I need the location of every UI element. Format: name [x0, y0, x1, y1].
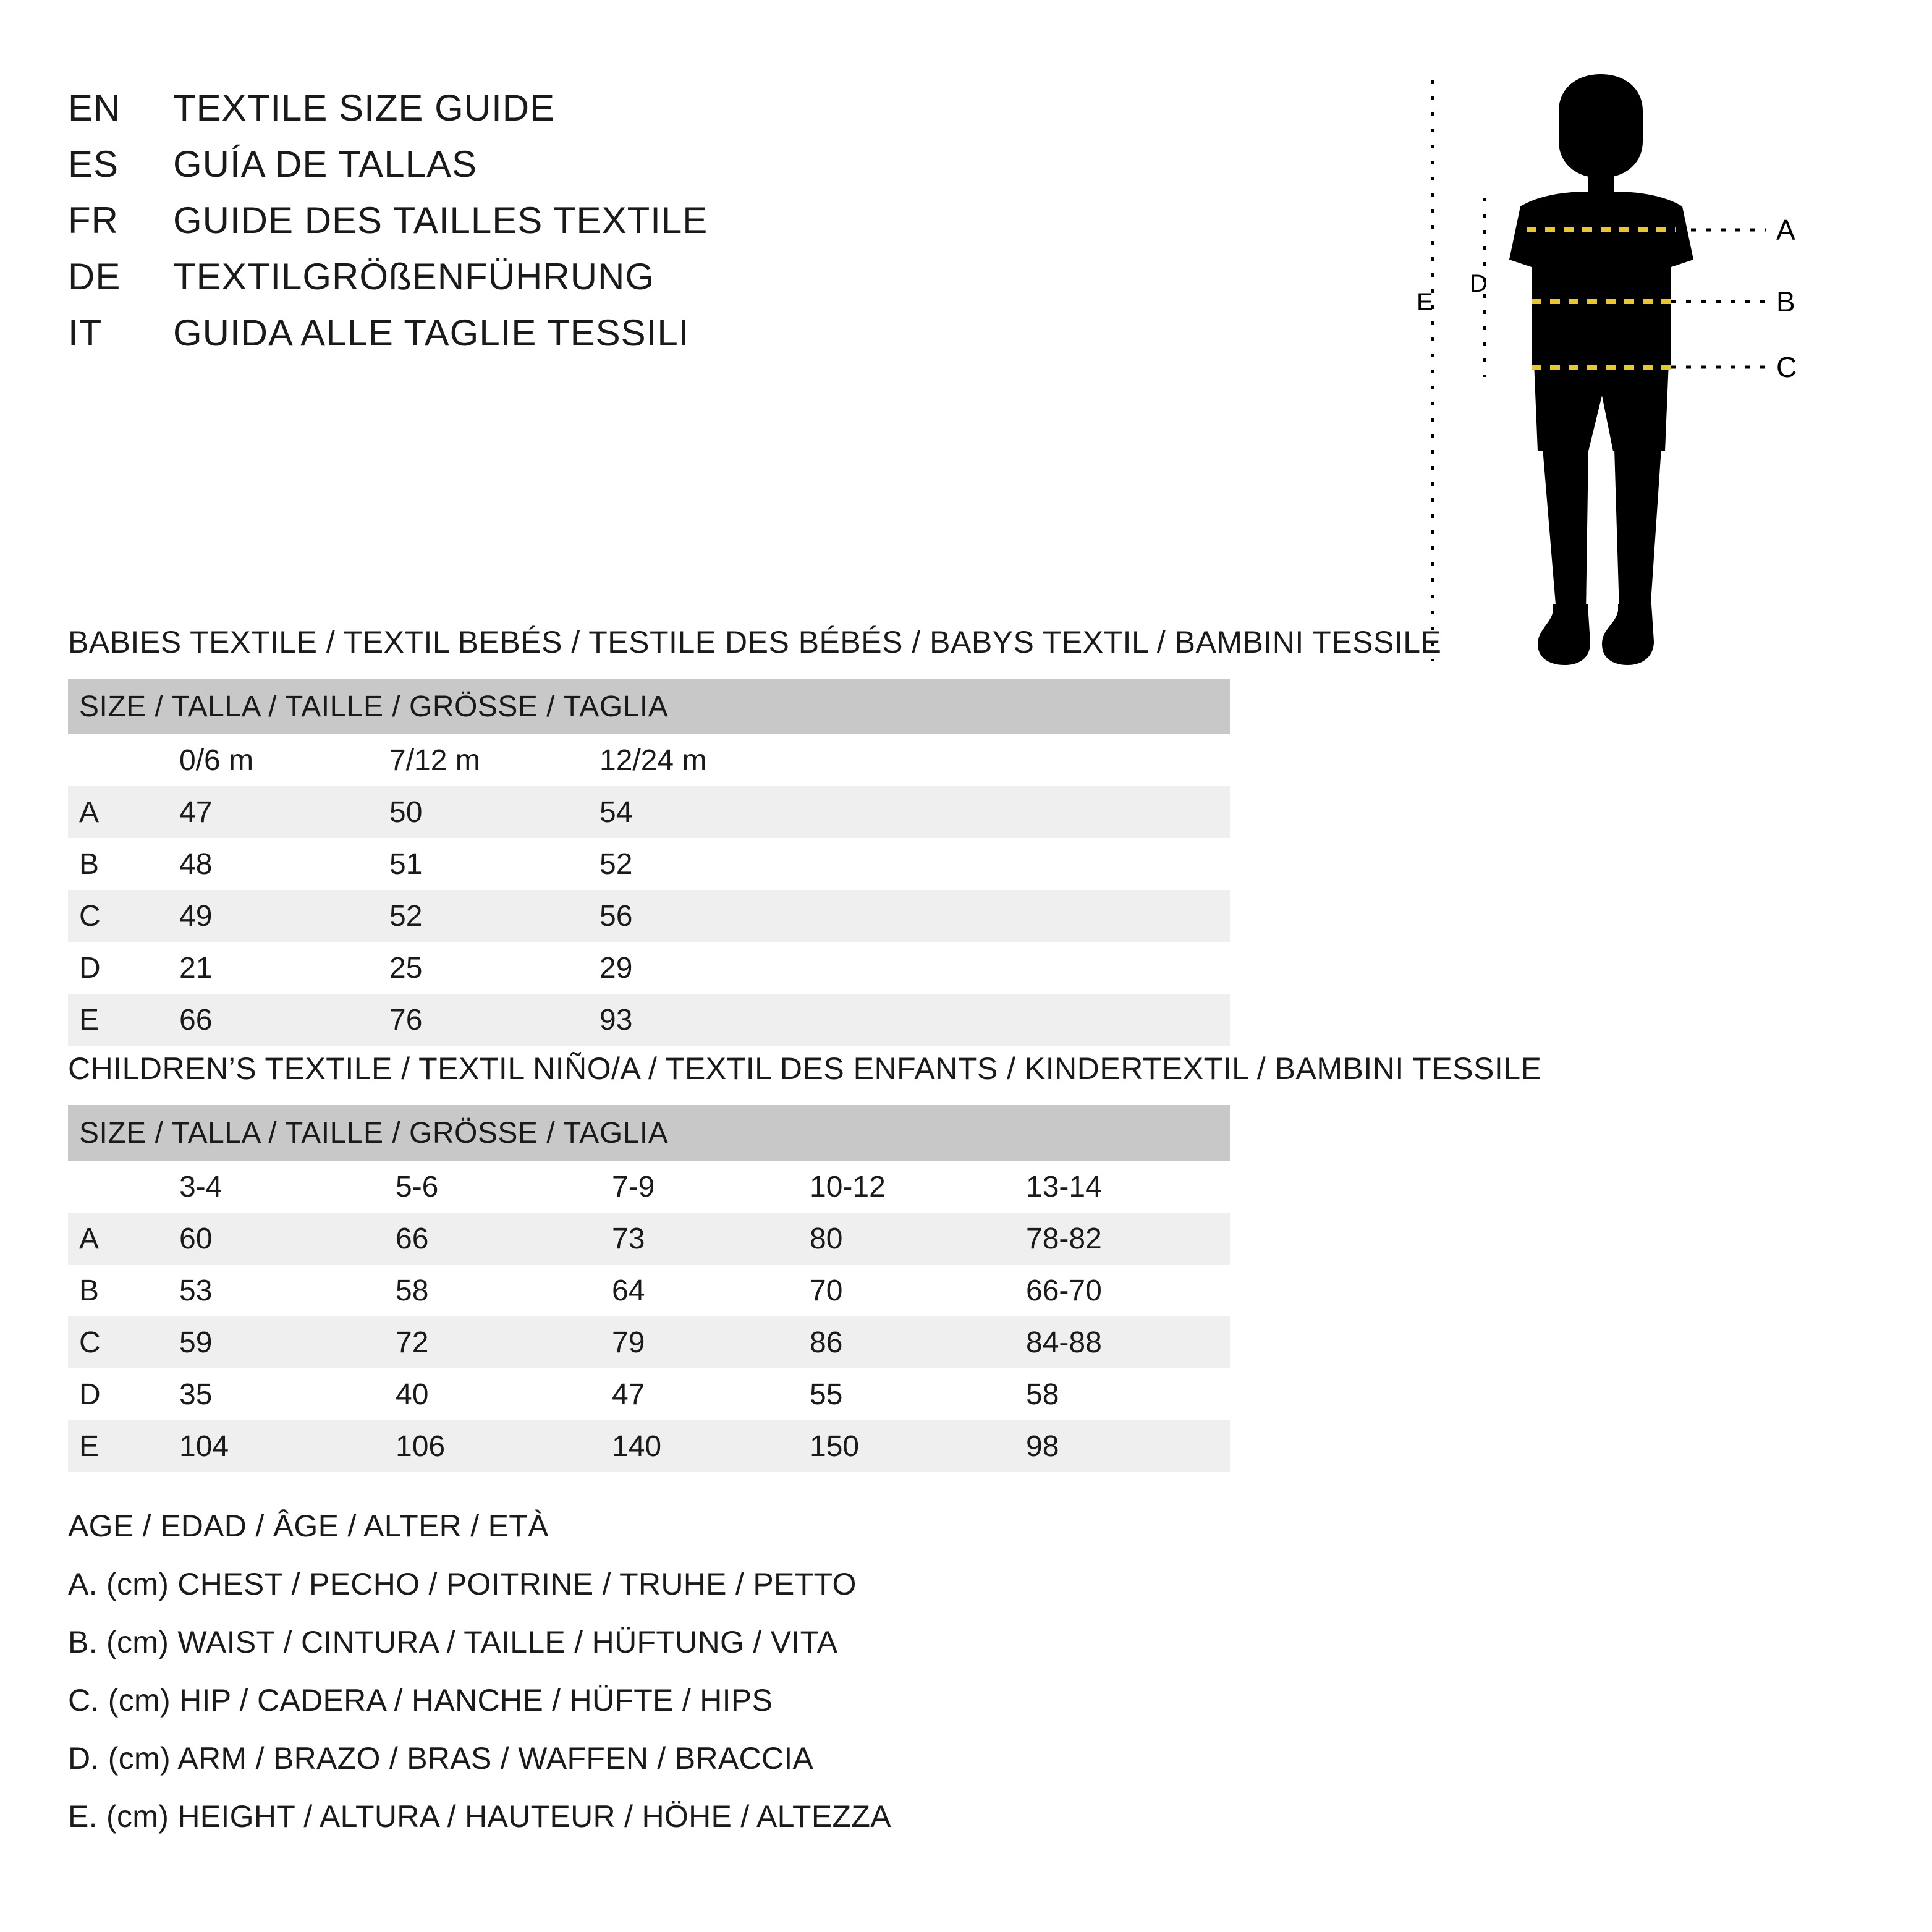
babies-cell-b-2: 52: [600, 838, 1230, 890]
babies-cell-c-0: 49: [179, 890, 389, 942]
marker-label-e: E: [1417, 289, 1433, 316]
children-cell-b-1: 58: [396, 1265, 612, 1316]
babies-col-2: 12/24 m: [600, 734, 1230, 786]
children-cell-e-4: 98: [1026, 1420, 1230, 1472]
legend-block: [68, 1508, 891, 1857]
children-cell-d-2: 47: [612, 1368, 810, 1420]
table-row: [68, 1265, 1230, 1316]
babies-cell-b-0: 48: [179, 838, 389, 890]
marker-label-a: A: [1776, 214, 1795, 246]
legend-item-arm: D. (cm) ARM / BRAZO / BRAS / WAFFEN / BRACCIA: [68, 1741, 814, 1776]
children-header-label: SIZE / TALLA / TAILLE / GRÖSSE / TAGLIA: [68, 1105, 1230, 1161]
babies-cell-c-2: 56: [600, 890, 1230, 942]
language-code-en: EN: [68, 87, 121, 129]
babies-section-title: BABIES TEXTILE / TEXTIL BEBÉS / TESTILE DES BÉBÉS / BABYS TEXTIL / BAMBINI TESSILE: [68, 625, 1442, 659]
language-title-block: [68, 87, 708, 368]
babies-cell-e-0: 66: [179, 994, 389, 1046]
children-cell-c-0: 59: [179, 1316, 396, 1368]
children-col-1: 5-6: [396, 1161, 612, 1213]
table-row: [68, 890, 1230, 942]
children-row-label-a: A: [68, 1213, 179, 1265]
table-column-row: [68, 734, 1230, 786]
table-header-row: [68, 679, 1230, 734]
babies-cell-d-0: 21: [179, 942, 389, 994]
language-title-en: TEXTILE SIZE GUIDE: [173, 87, 556, 129]
table-row: [68, 1316, 1230, 1368]
children-cell-b-0: 53: [179, 1265, 396, 1316]
children-cell-c-4: 84-88: [1026, 1316, 1230, 1368]
children-row-label-d: D: [68, 1368, 179, 1420]
babies-cell-a-2: 54: [600, 786, 1230, 838]
children-cell-d-3: 55: [810, 1368, 1026, 1420]
babies-cell-d-1: 25: [389, 942, 600, 994]
babies-cell-c-1: 52: [389, 890, 600, 942]
legend-title: AGE / EDAD / ÂGE / ALTER / ETÀ: [68, 1509, 549, 1543]
table-column-row: [68, 1161, 1230, 1213]
children-cell-c-1: 72: [396, 1316, 612, 1368]
children-col-3: 10-12: [810, 1161, 1026, 1213]
children-row-label-c: C: [68, 1316, 179, 1368]
babies-cell-d-2: 29: [600, 942, 1230, 994]
language-row: [68, 199, 708, 242]
table-row: [68, 1368, 1230, 1420]
children-cell-b-4: 66-70: [1026, 1265, 1230, 1316]
measurement-figure: [1403, 74, 1848, 760]
babies-row-label-d: D: [68, 942, 179, 994]
table-row: [68, 838, 1230, 890]
babies-row-label-e: E: [68, 994, 179, 1046]
children-cell-a-3: 80: [810, 1213, 1026, 1265]
children-cell-e-2: 140: [612, 1420, 810, 1472]
babies-cell-a-0: 47: [179, 786, 389, 838]
table-row: [68, 1420, 1230, 1472]
children-row-label-e: E: [68, 1420, 179, 1472]
babies-row-label-b: B: [68, 838, 179, 890]
language-row: [68, 311, 708, 354]
babies-section: [68, 624, 1442, 1046]
children-cell-a-2: 73: [612, 1213, 810, 1265]
children-row-label-b: B: [68, 1265, 179, 1316]
babies-size-table: [68, 679, 1230, 1046]
children-cell-a-0: 60: [179, 1213, 396, 1265]
babies-header-label: SIZE / TALLA / TAILLE / GRÖSSE / TAGLIA: [68, 679, 1230, 734]
children-cell-a-1: 66: [396, 1213, 612, 1265]
babies-cell-e-2: 93: [600, 994, 1230, 1046]
children-size-table: [68, 1105, 1230, 1472]
marker-label-d: D: [1470, 270, 1488, 297]
children-col-4: 13-14: [1026, 1161, 1230, 1213]
children-cell-d-0: 35: [179, 1368, 396, 1420]
children-cell-c-2: 79: [612, 1316, 810, 1368]
marker-label-b: B: [1776, 286, 1795, 318]
babies-col-0: 0/6 m: [179, 734, 389, 786]
children-cell-b-3: 70: [810, 1265, 1026, 1316]
marker-label-c: C: [1776, 351, 1797, 383]
children-cell-e-1: 106: [396, 1420, 612, 1472]
table-row: [68, 994, 1230, 1046]
babies-cell-e-1: 76: [389, 994, 600, 1046]
babies-col-1: 7/12 m: [389, 734, 600, 786]
children-cell-d-1: 40: [396, 1368, 612, 1420]
legend-item-hip: C. (cm) HIP / CADERA / HANCHE / HÜFTE / HIPS: [68, 1683, 773, 1718]
language-code-it: IT: [68, 312, 103, 354]
language-row: [68, 255, 708, 298]
language-title-it: GUIDA ALLE TAGLIE TESSILI: [173, 312, 690, 354]
table-row: [68, 1213, 1230, 1265]
table-row: [68, 786, 1230, 838]
children-cell-e-3: 150: [810, 1420, 1026, 1472]
legend-item-height: E. (cm) HEIGHT / ALTURA / HAUTEUR / HÖHE / ALTEZZA: [68, 1799, 891, 1834]
language-code-de: DE: [68, 256, 121, 297]
children-cell-d-4: 58: [1026, 1368, 1230, 1420]
language-row: [68, 87, 708, 129]
language-title-fr: GUIDE DES TAILLES TEXTILE: [173, 200, 708, 241]
children-cell-a-4: 78-82: [1026, 1213, 1230, 1265]
legend-item-waist: B. (cm) WAIST / CINTURA / TAILLE / HÜFTUNG / VITA: [68, 1625, 838, 1659]
table-header-row: [68, 1105, 1230, 1161]
children-cell-b-2: 64: [612, 1265, 810, 1316]
children-section-title: CHILDREN’S TEXTILE / TEXTIL NIÑO/A / TEXTIL DES ENFANTS / KINDERTEXTIL / BAMBINI TESSILE: [68, 1051, 1542, 1086]
babies-cell-b-1: 51: [389, 838, 600, 890]
legend-item-chest: A. (cm) CHEST / PECHO / POITRINE / TRUHE / PETTO: [68, 1567, 857, 1601]
babies-row-label-c: C: [68, 890, 179, 942]
babies-row-label-a: A: [68, 786, 179, 838]
children-col-0: 3-4: [179, 1161, 396, 1213]
language-code-fr: FR: [68, 200, 119, 241]
language-code-es: ES: [68, 143, 119, 185]
language-title-de: TEXTILGRÖßENFÜHRUNG: [173, 256, 655, 297]
language-row: [68, 143, 708, 185]
babies-cell-a-1: 50: [389, 786, 600, 838]
table-row: [68, 942, 1230, 994]
children-section: [68, 1051, 1542, 1472]
children-cell-c-3: 86: [810, 1316, 1026, 1368]
children-col-2: 7-9: [612, 1161, 810, 1213]
children-cell-e-0: 104: [179, 1420, 396, 1472]
language-title-es: GUÍA DE TALLAS: [173, 143, 477, 185]
